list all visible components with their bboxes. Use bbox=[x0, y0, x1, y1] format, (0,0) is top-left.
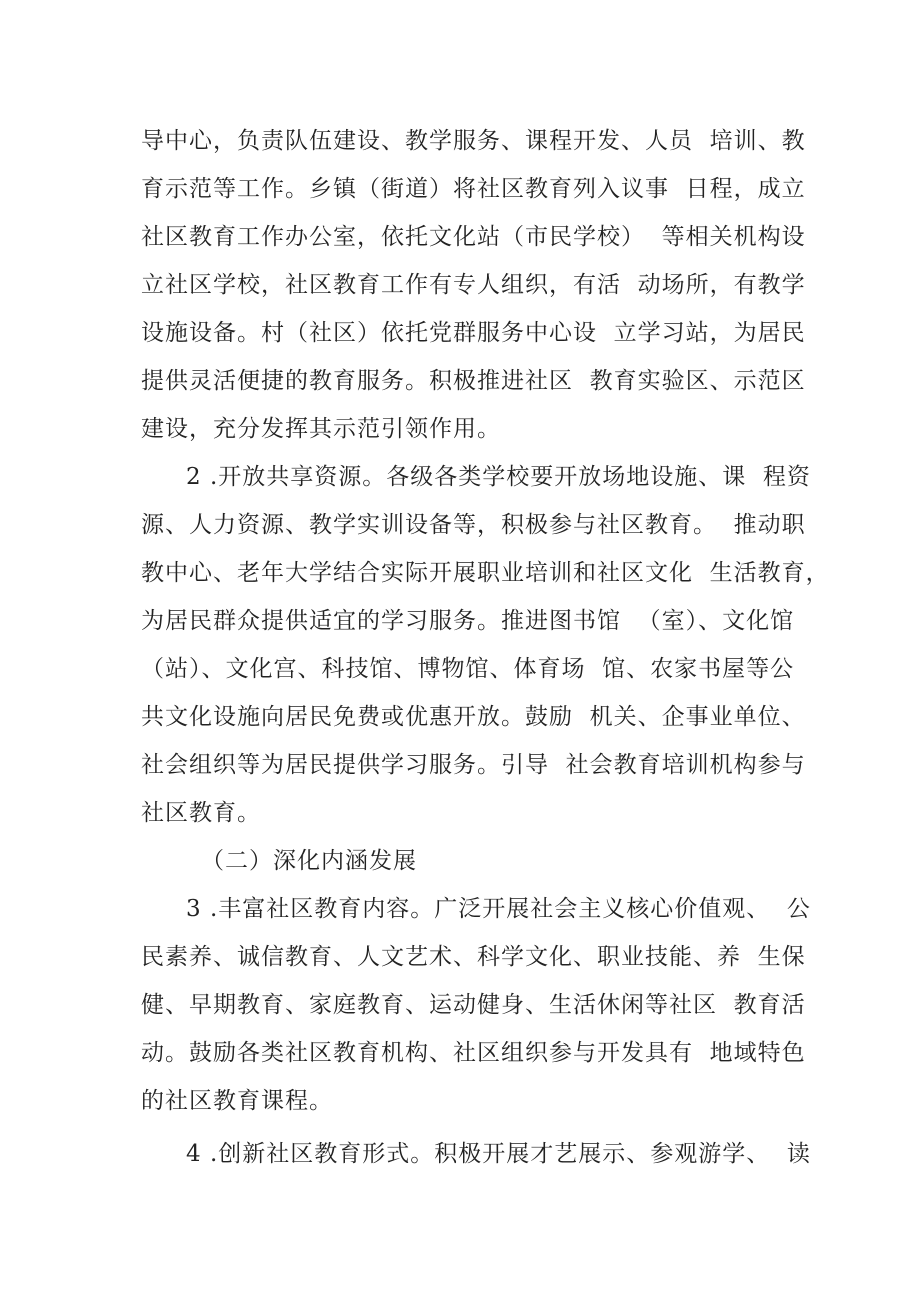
paragraph-first-line: 3 .丰富社区教育内容。广泛开展社会主义核心价值观、 公 bbox=[186, 896, 811, 922]
text-line: 设施设备。村（社区）依托党群服务中心设 立学习站，为居民 bbox=[141, 320, 806, 346]
text-line: 源、人力资源、教学实训设备等，积极参与社区教育。 推动职 bbox=[141, 512, 806, 538]
text-line: 共文化设施向居民免费或优惠开放。鼓励 机关、企事业单位、 bbox=[141, 704, 806, 730]
text-line: 提供灵活便捷的教育服务。积极推进社区 教育实验区、示范区 bbox=[141, 368, 806, 394]
text-line: 建设，充分发挥其示范引领作用。 bbox=[141, 416, 501, 442]
text-line: 社区教育工作办公室，依托文化站（市民学校） 等相关机构设 bbox=[141, 224, 806, 250]
text-line: 导中心，负责队伍建设、教学服务、课程开发、人员 培训、教 bbox=[141, 128, 806, 154]
text-line: 民素养、诚信教育、人文艺术、科学文化、职业技能、养 生保 bbox=[141, 944, 806, 970]
text-line: 育示范等工作。乡镇（街道）将社区教育列入议事 日程，成立 bbox=[141, 176, 806, 202]
text-line: 立社区学校，社区教育工作有专人组织，有活 动场所，有教学 bbox=[141, 272, 806, 298]
text-line: 社区教育。 bbox=[141, 800, 261, 826]
paragraph-first-line: 4 .创新社区教育形式。积极开展才艺展示、参观游学、 读 bbox=[186, 1141, 811, 1167]
text-line: 教中心、老年大学结合实际开展职业培训和社区文化 生活教育， bbox=[141, 560, 830, 586]
text-line: 动。鼓励各类社区教育机构、社区组织参与开发具有 地域特色 bbox=[141, 1040, 806, 1066]
text-line: （站）、文化宫、科技馆、博物馆、体育场 馆、农家书屋等公 bbox=[141, 656, 795, 682]
text-line: 健、早期教育、家庭教育、运动健身、生活休闲等社区 教育活 bbox=[141, 992, 806, 1018]
paragraph-first-line: 2 .开放共享资源。各级各类学校要开放场地设施、课 程资 bbox=[186, 464, 811, 490]
text-line: 社会组织等为居民提供学习服务。引导 社会教育培训机构参与 bbox=[141, 752, 806, 778]
text-line: 的社区教育课程。 bbox=[141, 1088, 333, 1114]
text-line: 为居民群众提供适宜的学习服务。推进图书馆 （室）、文化馆 bbox=[141, 608, 795, 634]
section-heading: （二）深化内涵发展 bbox=[201, 848, 417, 874]
